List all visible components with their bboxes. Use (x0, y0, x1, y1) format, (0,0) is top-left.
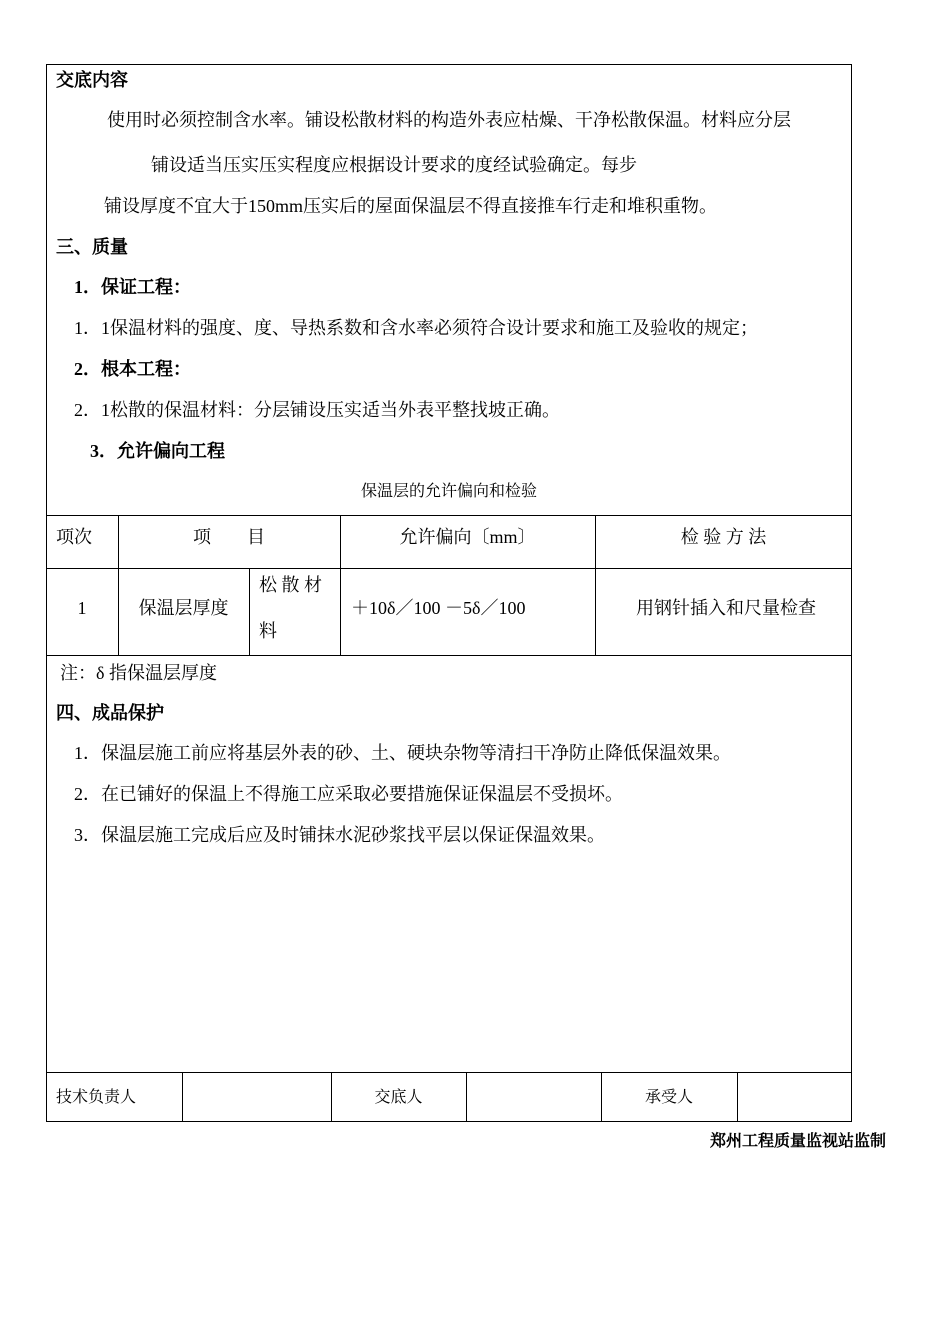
signature-divider (737, 1072, 738, 1122)
table-header-item: 项 目 (193, 527, 265, 547)
footer-issuer: 郑州工程质量监视站监制 (709, 1131, 886, 1150)
table-cell-method: 用钢针插入和尺量检查 (636, 598, 816, 618)
quality-sub-1: 1．保证工程： (74, 277, 191, 297)
table-header-border (46, 568, 852, 569)
protection-item: 1．保温层施工前应将基层外表的砂、土、硬块杂物等清扫干净防止降低保温效果。 (74, 743, 731, 763)
signature-row-border (46, 1072, 852, 1073)
signature-divider (466, 1072, 467, 1122)
table-cell-item: 保温层厚度 (138, 598, 229, 618)
protection-heading: 四、成品保护 (56, 703, 164, 723)
table-note: 注：δ 指保温层厚度 (60, 663, 217, 683)
quality-item-2: 2．1松散的保温材料：分层铺设压实适当外表平整找坡正确。 (74, 400, 560, 420)
table-header-method: 检 验 方 法 (680, 527, 767, 547)
intro-line-1: 使用时必须控制含水率。铺设松散材料的构造外表应枯燥、干净松散保温。材料应分层 (107, 110, 791, 130)
discloser-label: 交底人 (374, 1089, 423, 1106)
protection-item: 3．保温层施工完成后应及时铺抹水泥砂浆找平层以保证保温效果。 (74, 825, 605, 845)
table-cell-tolerance: ＋10δ／100 －5δ／100 (351, 598, 526, 618)
signature-divider (182, 1072, 183, 1122)
table-caption: 保温层的允许偏向和检验 (360, 483, 537, 500)
document-frame (46, 64, 852, 1122)
quality-sub-2: 2．根本工程： (74, 359, 191, 379)
table-header-tolerance: 允许偏向〔mm〕 (399, 527, 536, 547)
section-label: 交底内容 (56, 70, 128, 90)
table-cell-index: 1 (77, 598, 87, 618)
table-cell-subitem-line-1: 松 散 材 (259, 575, 322, 595)
table-top-border (46, 515, 852, 516)
quality-heading: 三、质量 (56, 237, 128, 257)
table-bottom-border (46, 655, 852, 656)
receiver-label: 承受人 (644, 1089, 693, 1106)
quality-sub-3: 3．允许偏向工程 (90, 441, 225, 461)
protection-item: 2．在已铺好的保温上不得施工应采取必要措施保证保温层不受损坏。 (74, 784, 623, 804)
table-header-index: 项次 (56, 527, 92, 547)
tech-lead-label: 技术负责人 (56, 1089, 137, 1106)
intro-line-2: 铺设适当压实压实程度应根据设计要求的度经试验确定。每步 (151, 155, 637, 175)
table-col-divider (249, 568, 250, 655)
intro-line-3: 铺设厚度不宜大于150mm压实后的屋面保温层不得直接推车行走和堆积重物。 (104, 196, 717, 216)
table-cell-subitem-line-2: 料 (259, 621, 277, 641)
quality-item-1: 1．1保温材料的强度、度、导热系数和含水率必须符合设计要求和施工及验收的规定； (74, 318, 758, 338)
